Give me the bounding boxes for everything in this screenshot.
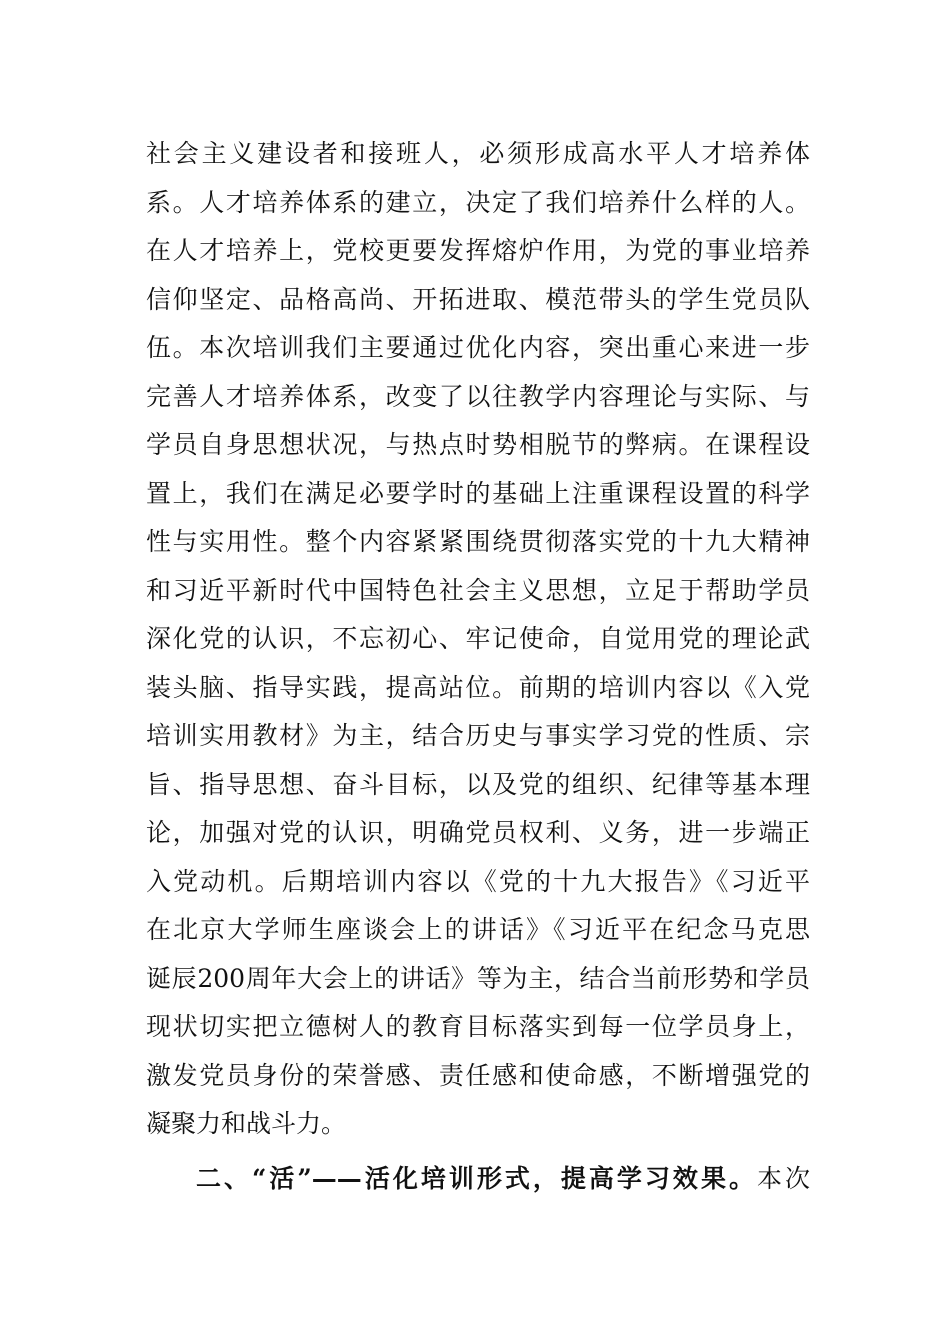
paragraph-line: 系。人才培养体系的建立，决定了我们培养什么样的人。 [146,187,810,217]
paragraph-line: 论，加强对党的认识，明确党员权利、义务，进一步端正 [146,818,810,847]
paragraph-line: 伍。本次培训我们主要通过优化内容，突出重心来进一步 [146,333,810,362]
paragraph-line: 性与实用性。整个内容紧紧围绕贯彻落实党的十九大精神 [146,527,810,556]
paragraph-line: 凝聚力和战斗力。 [146,1109,347,1138]
paragraph-line: 培训实用教材》为主，结合历史与事实学习党的性质、宗 [146,721,810,750]
section-heading [146,1154,810,1204]
paragraph-line: 信仰坚定、品格高尚、开拓进取、模范带头的学生党员队 [146,284,810,314]
paragraph-line: 旨、指导思想、奋斗目标，以及党的组织、纪律等基本理 [146,769,810,799]
paragraph-line: 在人才培养上，党校更要发挥熔炉作用，为党的事业培养 [146,236,810,265]
paragraph-line: 在北京大学师生座谈会上的讲话》《习近平在纪念马克思 [146,915,810,944]
paragraph-line: 现状切实把立德树人的教育目标落实到每一位学员身上， [146,1012,810,1041]
paragraph-line: 和习近平新时代中国特色社会主义思想，立足于帮助学员 [146,575,810,605]
paragraph-line: 入党动机。后期培训内容以《党的十九大报告》《习近平 [146,866,810,896]
paragraph-line: 深化党的认识，不忘初心、牢记使命，自觉用党的理论武 [146,624,810,653]
paragraph-line: 学员自身思想状况，与热点时势相脱节的弊病。在课程设 [146,430,810,459]
paragraph-line: 完善人才培养体系，改变了以往教学内容理论与实际、与 [146,381,810,411]
section-heading-bold: 二、“活”——活化培训形式，提高学习效果。 [196,1163,757,1193]
document-body [146,130,810,1204]
paragraph-line: 诞辰200周年大会上的讲话》等为主，结合当前形势和学员 [146,963,810,993]
paragraph-line: 社会主义建设者和接班人，必须形成高水平人才培养体 [146,139,810,168]
paragraph-line: 装头脑、指导实践，提高站位。前期的培训内容以《入党 [146,672,810,702]
paragraph-line: 置上，我们在满足必要学时的基础上注重课程设置的科学 [146,478,810,508]
paragraph-line: 激发党员身份的荣誉感、责任感和使命感，不断增强党的 [146,1060,810,1090]
section-heading-continuation: 本次 [756,1163,810,1193]
